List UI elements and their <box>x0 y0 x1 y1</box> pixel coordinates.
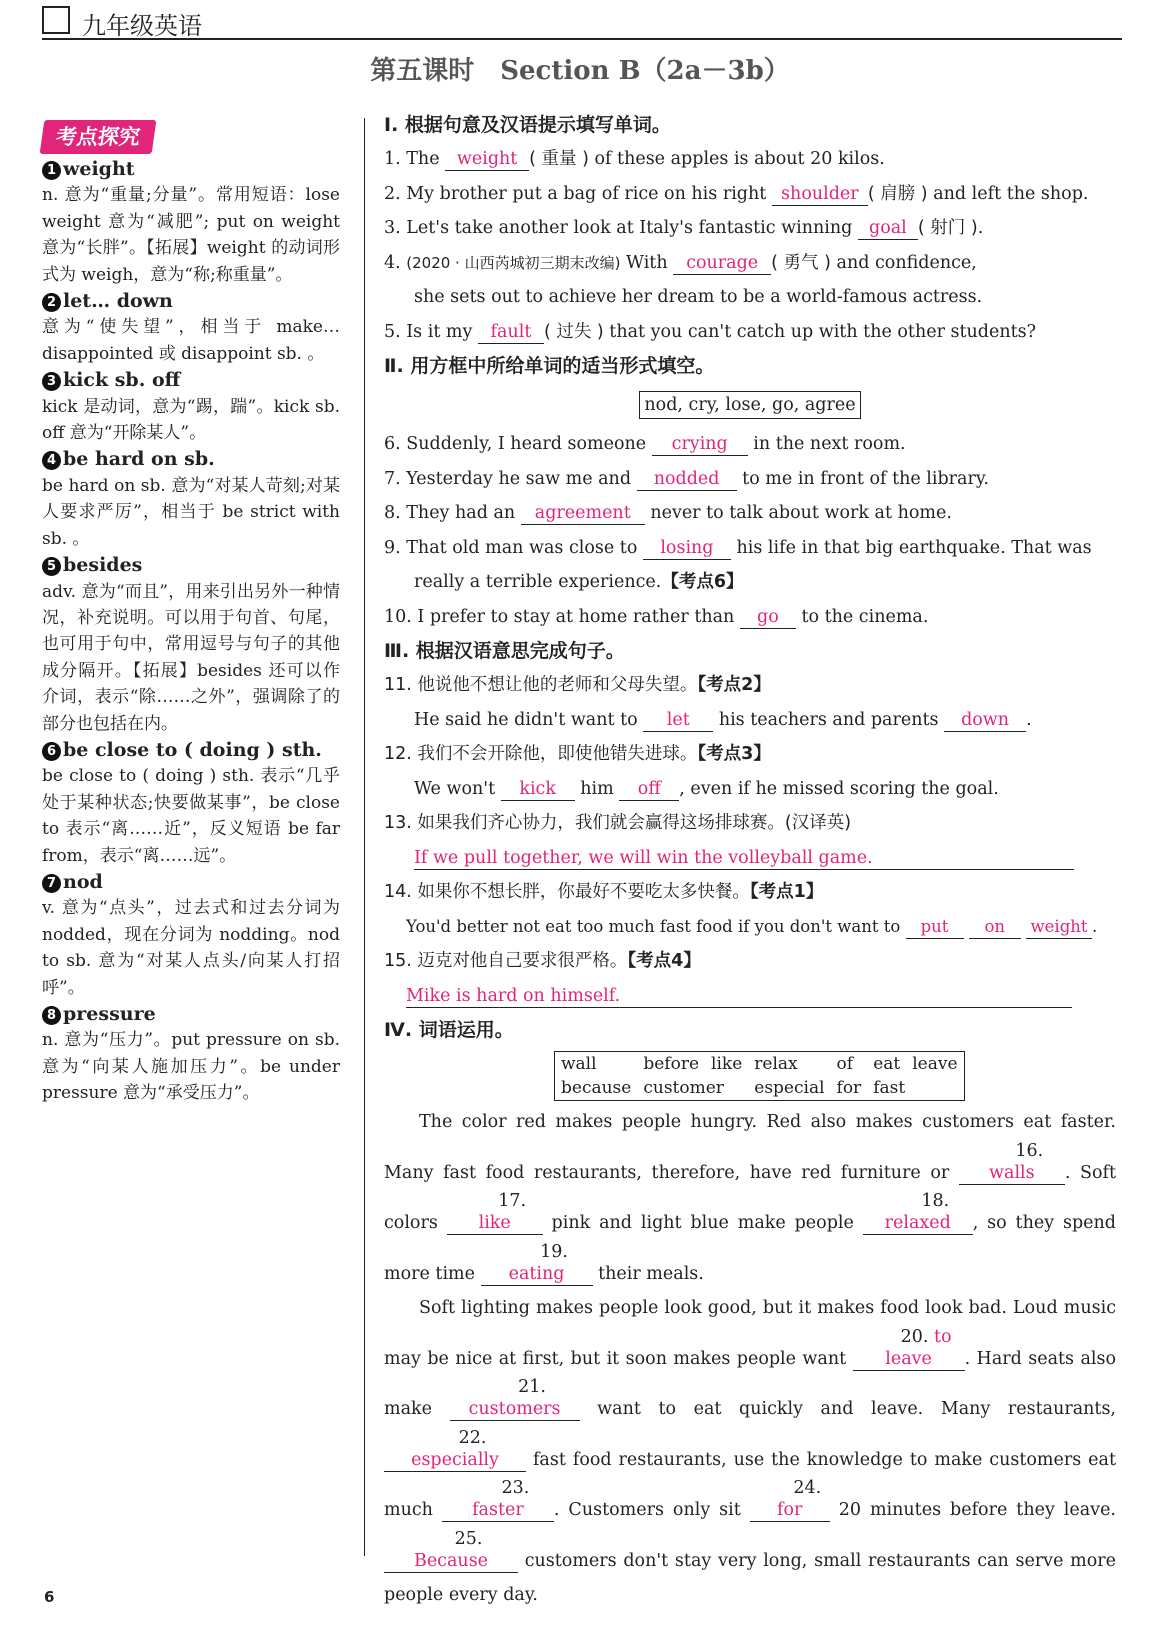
key-point-body: be close to ( doing ) sth. 表示“几乎处于某种状态;快要做某事”，be close to 表示“离……近”，反义短语 be far from，表示“离……远”。 <box>42 766 340 866</box>
key-point-body: v. 意为“点头”，过去式和过去分词为 nodded，现在分词为 nodding。nod to sb. 意为“对某人点头/向某人打招呼”。 <box>42 898 340 998</box>
word-box-row <box>555 1052 965 1077</box>
key-point-ref: 【考点6】 <box>661 572 744 592</box>
answer-blank[interactable]: agreement <box>521 502 645 525</box>
key-point-ref: 【考点2】 <box>697 675 771 695</box>
box-word: of <box>836 1054 854 1074</box>
passage-text: want to eat quickly and leave. Many restaurants, <box>579 1399 1116 1419</box>
question-chinese <box>384 668 1116 703</box>
question-text: He said he didn't want to <box>414 709 644 730</box>
question-text: and confidence, <box>830 252 977 273</box>
word-box-row <box>555 1076 965 1101</box>
key-point-ref: 【考点4】 <box>627 951 701 971</box>
answer-blank[interactable]: faster <box>472 1500 524 1520</box>
hint: ( 重量 ) <box>529 149 589 169</box>
answer-blank[interactable]: relaxed <box>884 1213 951 1233</box>
box-word: especial <box>754 1078 825 1098</box>
key-point-title: pressure <box>63 1003 156 1025</box>
answer-blank[interactable]: customers <box>468 1399 561 1419</box>
passage-text: 20 minutes before they leave. <box>829 1500 1116 1520</box>
passage-text: their meals. <box>592 1263 704 1284</box>
section-title: Ⅳ. 词语运用。 <box>384 1019 514 1041</box>
passage-text: customers don't stay very long, small restaurants can serve more people every day. <box>384 1550 1116 1605</box>
question-english <box>384 703 1116 738</box>
key-point-body: kick 是动词，意为“踢，踹”。kick sb. off 意为“开除某人”。 <box>42 396 340 444</box>
question-english <box>384 979 1116 1014</box>
key-point <box>42 156 340 288</box>
key-point-title: be close to ( doing ) sth. <box>63 738 322 761</box>
question-text: 7. Yesterday he saw me and <box>384 468 637 489</box>
question-text: 12. 我们不会开除他，即使他错失进球。 <box>384 744 698 764</box>
key-point-body: n. 意为“重量;分量”。常用短语：lose weight 意为“减肥”; put on weight 意为“长胖”。【拓展】weight 的动词形式为 weigh，意为“称;称重量”。 <box>42 185 340 285</box>
book-title: 九年级英语 <box>82 12 202 40</box>
question-chinese: 13. 如果我们齐心协力，我们就会赢得这场排球赛。(汉译英) <box>384 813 852 833</box>
number-badge: 4 <box>42 451 61 470</box>
box-word: for <box>836 1078 862 1098</box>
question <box>384 315 1116 350</box>
question-text: 4. <box>384 252 407 273</box>
question-text: 8. They had an <box>384 503 521 523</box>
passage-text: , so they spend more time <box>384 1213 1116 1284</box>
question-text: that you can't catch up with the other students? <box>603 321 1037 342</box>
key-point <box>42 1001 340 1107</box>
question-text: of these apples is about 20 kilos. <box>588 149 885 169</box>
key-point-title: besides <box>63 554 143 577</box>
question-text: his teachers and parents <box>713 709 945 730</box>
key-point-title: weight <box>63 158 135 180</box>
key-point-ref: 【考点1】 <box>749 882 824 902</box>
question <box>384 427 1116 462</box>
question-chinese <box>384 875 1116 910</box>
number-badge: 5 <box>42 557 61 576</box>
answer-blank[interactable]: Because <box>413 1550 489 1571</box>
question-text: , even if he missed scoring the goal. <box>679 778 999 799</box>
box-word: leave <box>912 1054 958 1074</box>
key-point-body: be hard on sb. 意为“对某人苛刻;对某人要求严厉”，相当于 be strict with sb. 。 <box>42 475 340 549</box>
question-continuation <box>384 565 1116 600</box>
page-header <box>42 4 1122 40</box>
answer-blank[interactable]: walls <box>989 1162 1035 1183</box>
passage-text: . Customers only sit <box>553 1500 750 1520</box>
passage-paragraph <box>384 1105 1116 1291</box>
hint: ( 肩膀 ) <box>867 183 928 204</box>
box-word: wall <box>561 1054 597 1074</box>
blank-number: 21. <box>518 1377 546 1397</box>
number-badge: 6 <box>42 742 61 761</box>
question <box>384 246 1116 281</box>
blank-number: 17. <box>498 1191 527 1211</box>
question-text: never to talk about work at home. <box>644 503 952 523</box>
question-text: We won't <box>414 778 501 799</box>
box-word: customer <box>643 1078 724 1098</box>
answer-line[interactable]: If we pull together, we will win the volleyball game. <box>414 847 1074 870</box>
question <box>384 600 1116 635</box>
answer-blank[interactable]: especially <box>411 1449 499 1470</box>
key-point <box>42 737 340 869</box>
answer-blank[interactable]: losing <box>643 537 731 560</box>
answer-blank[interactable]: down <box>944 709 1026 732</box>
answer-blank[interactable]: go <box>740 606 796 629</box>
question-text: to me in front of the library. <box>736 468 989 489</box>
section-title: Ⅱ. 用方框中所给单词的适当形式填空。 <box>384 355 715 377</box>
question-text: in the next room. <box>747 434 906 454</box>
blank-number: 19. <box>540 1241 568 1262</box>
key-point <box>42 869 340 1001</box>
passage-paragraph <box>384 1291 1116 1613</box>
question-text: 1. The <box>384 149 446 169</box>
answer-blank[interactable]: let <box>643 709 713 732</box>
key-point-title: kick sb. off <box>63 369 181 392</box>
question-text: 15. 迈克对他自己要求很严格。 <box>384 951 628 971</box>
question <box>384 177 1116 212</box>
key-points-sidebar <box>42 120 340 1107</box>
question-text: really a terrible experience. <box>414 572 662 592</box>
answer-blank[interactable]: fault <box>478 321 544 344</box>
number-badge: 1 <box>42 161 61 180</box>
question <box>384 211 1116 246</box>
question-english <box>384 910 1116 945</box>
key-point <box>42 552 340 737</box>
question-text: . <box>1026 709 1032 730</box>
answer-blank[interactable]: on <box>969 916 1021 939</box>
question-continuation: she sets out to achieve her dream to be a world-famous actress. <box>414 287 983 307</box>
number-badge: 3 <box>42 372 61 391</box>
sidebar-tag: 考点探究 <box>40 120 157 154</box>
blank-number: 23. <box>501 1478 530 1498</box>
passage-text: pink and light blue make people <box>542 1213 863 1233</box>
question-text: 6. Suddenly, I heard someone <box>384 434 652 454</box>
box-word: before <box>643 1054 700 1074</box>
word-box <box>554 1051 965 1101</box>
box-word: like <box>711 1054 743 1074</box>
exercise-column <box>384 108 1116 1613</box>
passage-text: The color red makes people hungry. Red also makes customers eat faster. Many fast food restaurants, therefore, have red furniture or <box>384 1112 1116 1183</box>
key-point <box>42 367 340 446</box>
key-point <box>42 288 340 367</box>
answer-blank[interactable]: crying <box>652 433 748 456</box>
question-text: 10. I prefer to stay at home rather than <box>384 606 740 627</box>
question-text: and left the shop. <box>927 183 1089 204</box>
answer-line[interactable]: Mike is hard on himself. <box>406 985 1072 1008</box>
key-point-ref: 【考点3】 <box>697 744 771 764</box>
passage-text: fast food restaurants, use the knowledge to make customers eat much <box>384 1449 1116 1520</box>
question-text: With <box>620 252 674 273</box>
question-english <box>384 841 1116 876</box>
box-word: because <box>561 1078 632 1098</box>
blank-number: 24. <box>793 1478 822 1498</box>
question-text: him <box>574 778 620 799</box>
passage-text: . Hard seats also make <box>384 1348 1116 1419</box>
answer-blank[interactable]: courage <box>673 252 771 275</box>
question-text: 14. 如果你不想长胖，你最好不要吃太多快餐。 <box>384 882 750 902</box>
publisher-logo <box>42 6 70 34</box>
passage-text: Soft lighting makes people look good, but it makes food look bad. Loud music may be nice at first, but it soon makes people want <box>384 1298 1116 1369</box>
question-text: 11. 他说他不想让他的老师和父母失望。 <box>384 675 698 695</box>
key-point-title: nod <box>63 870 103 893</box>
key-point-body: 意为“使失望”，相当于 make… disappointed 或 disappoint sb. 。 <box>42 317 340 364</box>
key-point-title: be hard on sb. <box>63 448 215 471</box>
answer-blank[interactable]: eating <box>508 1263 565 1284</box>
answer-blank[interactable]: weight <box>1026 916 1092 939</box>
answer-blank[interactable]: goal <box>858 217 918 240</box>
question <box>384 496 1116 531</box>
question-chinese <box>384 737 1116 772</box>
number-badge: 7 <box>42 874 61 893</box>
column-divider <box>364 118 365 1556</box>
passage-text: . Soft colors <box>384 1162 1116 1233</box>
section-title: Ⅰ. 根据句意及汉语提示填写单词。 <box>384 114 671 136</box>
key-point-title: let… down <box>63 290 173 313</box>
answer-blank[interactable]: weight <box>445 148 529 171</box>
question-text: . <box>1092 916 1098 936</box>
key-point <box>42 446 340 552</box>
page-number: 6 <box>44 1588 55 1606</box>
box-word: fast <box>873 1078 906 1098</box>
source-note: (2020 · 山西芮城初三期末改编) <box>406 253 621 272</box>
question-text: his life in that big earthquake. That was <box>730 537 1092 558</box>
answer-blank[interactable]: kick <box>501 778 575 801</box>
blank-number: 25. <box>454 1528 483 1549</box>
question-text: . <box>977 218 984 238</box>
section-title: Ⅲ. 根据汉语意思完成句子。 <box>384 640 625 662</box>
blank-number: 18. <box>921 1191 950 1211</box>
answer-blank[interactable]: shoulder <box>772 183 868 206</box>
question-chinese <box>384 944 1116 979</box>
lesson-title: 第五课时 Section B（2a－3b） <box>370 56 790 86</box>
answer-blank[interactable]: for <box>777 1500 803 1520</box>
key-point-body: n. 意为“压力”。put pressure on sb. 意为“向某人施加压力”。be under pressure 意为“承受压力”。 <box>42 1030 340 1104</box>
answer-blank[interactable]: off <box>619 778 679 801</box>
blank-number: 22. <box>458 1427 487 1448</box>
word-box-row <box>384 383 1116 427</box>
hint: ( 过失 ) <box>543 321 604 342</box>
key-point-body: adv. 意为“而且”，用来引出另外一种情况，补充说明。可以用于句首、句尾，也可用于句中，常用逗号与句子的其他成分隔开。【拓展】besides 还可以作介词，表示“除……之外”，强调除了的部分也包括在内。 <box>42 581 340 734</box>
answer-blank[interactable]: put <box>906 916 964 939</box>
question-english <box>384 772 1116 807</box>
question-text: 2. My brother put a bag of rice on his right <box>384 183 772 204</box>
box-word: eat <box>873 1054 901 1074</box>
question-text: 5. Is it my <box>384 321 478 342</box>
hint: ( 勇气 ) <box>771 252 831 273</box>
hint: ( 射门 ) <box>917 218 978 238</box>
question-text: 3. Let's take another look at Italy's fantastic winning <box>384 218 858 238</box>
question-text: You'd better not eat too much fast food if you don't want to <box>406 916 906 936</box>
number-badge: 2 <box>42 293 61 312</box>
question <box>384 142 1116 177</box>
question <box>384 531 1116 566</box>
question <box>384 462 1116 497</box>
answer-blank[interactable]: to leave <box>885 1326 952 1369</box>
blank-number: 20. <box>900 1326 929 1347</box>
question-text: to the cinema. <box>795 606 929 627</box>
word-box: nod, cry, lose, go, agree <box>639 391 860 419</box>
answer-blank[interactable]: nodded <box>637 468 737 491</box>
box-word: relax <box>754 1054 798 1074</box>
number-badge: 8 <box>42 1006 61 1025</box>
question-text: 9. That old man was close to <box>384 537 643 558</box>
answer-blank[interactable]: like <box>478 1213 511 1233</box>
blank-number: 16. <box>1015 1140 1044 1161</box>
